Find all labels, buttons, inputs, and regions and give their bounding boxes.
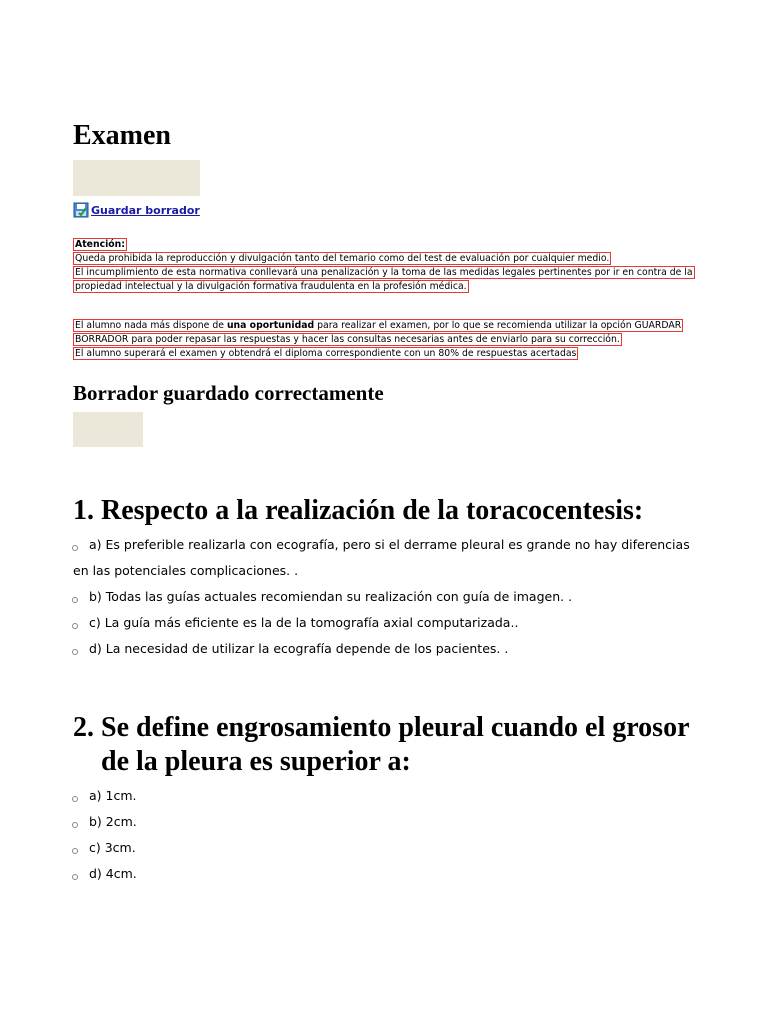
save-draft-icon bbox=[73, 202, 89, 218]
notice-line: propiedad intelectual y la divulgación formativa fraudulenta en la profesión médica. bbox=[75, 281, 467, 292]
answer-options bbox=[73, 532, 703, 662]
answer-options bbox=[73, 783, 703, 887]
answer-option-a[interactable]: a) 1cm. bbox=[73, 783, 703, 809]
answer-option-c[interactable]: c) 3cm. bbox=[73, 835, 703, 861]
answer-option-c[interactable]: c) La guía más eficiente es la de la tomografía axial computarizada.. bbox=[73, 610, 703, 636]
instructions-line-3: El alumno superará el examen y obtendrá el diploma correspondiente con un 80% de respuestas acertadas bbox=[75, 348, 577, 359]
radio-button[interactable] bbox=[72, 848, 78, 854]
radio-button[interactable] bbox=[72, 796, 78, 802]
placeholder-box bbox=[73, 412, 143, 447]
status-message: Borrador guardado correctamente bbox=[73, 381, 384, 405]
save-draft-label[interactable]: Guardar borrador bbox=[91, 203, 200, 217]
radio-button[interactable] bbox=[72, 545, 78, 551]
notice-line: Queda prohibida la reproducción y divulgación tanto del temario como del test de evaluación por cualquier medio. bbox=[75, 253, 610, 264]
radio-button[interactable] bbox=[72, 822, 78, 828]
radio-button[interactable] bbox=[72, 623, 78, 629]
radio-button[interactable] bbox=[72, 874, 78, 880]
notice-line: El incumplimiento de esta normativa conllevará una penalización y la toma de las medidas legales pertinentes por ir en contra de la bbox=[75, 267, 693, 278]
radio-button[interactable] bbox=[72, 597, 78, 603]
answer-option-b[interactable]: b) Todas las guías actuales recomiendan su realización con guía de imagen. . bbox=[73, 584, 703, 610]
save-draft-link[interactable] bbox=[73, 202, 200, 218]
warning-notice bbox=[73, 238, 703, 294]
placeholder-box bbox=[73, 160, 200, 196]
radio-button[interactable] bbox=[72, 649, 78, 655]
question-2 bbox=[73, 711, 703, 887]
answer-option-b[interactable]: b) 2cm. bbox=[73, 809, 703, 835]
notice-heading: Atención: bbox=[75, 239, 125, 250]
instructions-notice bbox=[73, 319, 703, 361]
question-title: 2. Se define engrosamiento pleural cuando el grosor de la pleura es superior a: bbox=[73, 712, 689, 777]
page-title: Examen bbox=[73, 120, 171, 151]
answer-option-d[interactable]: d) La necesidad de utilizar la ecografía depende de los pacientes. . bbox=[73, 636, 703, 662]
instructions-line-2: BORRADOR para poder repasar las respuestas y hacer las consultas necesarias antes de enviarlo para su corrección. bbox=[75, 334, 620, 345]
question-title: 1. Respecto a la realización de la toracocentesis: bbox=[73, 495, 644, 526]
answer-option-d[interactable]: d) 4cm. bbox=[73, 861, 703, 887]
answer-option-a[interactable]: a) Es preferible realizarla con ecografía, pero si el derrame pleural es grande no hay diferencias en las potenciales complicaciones. . bbox=[73, 537, 690, 578]
emphasis-text: una oportunidad bbox=[226, 320, 315, 331]
instructions-line-1: El alumno nada más dispone de una oportunidad para realizar el examen, por lo que se recomienda utilizar la opción GUARDAR bbox=[75, 320, 682, 331]
question-1 bbox=[73, 494, 703, 662]
